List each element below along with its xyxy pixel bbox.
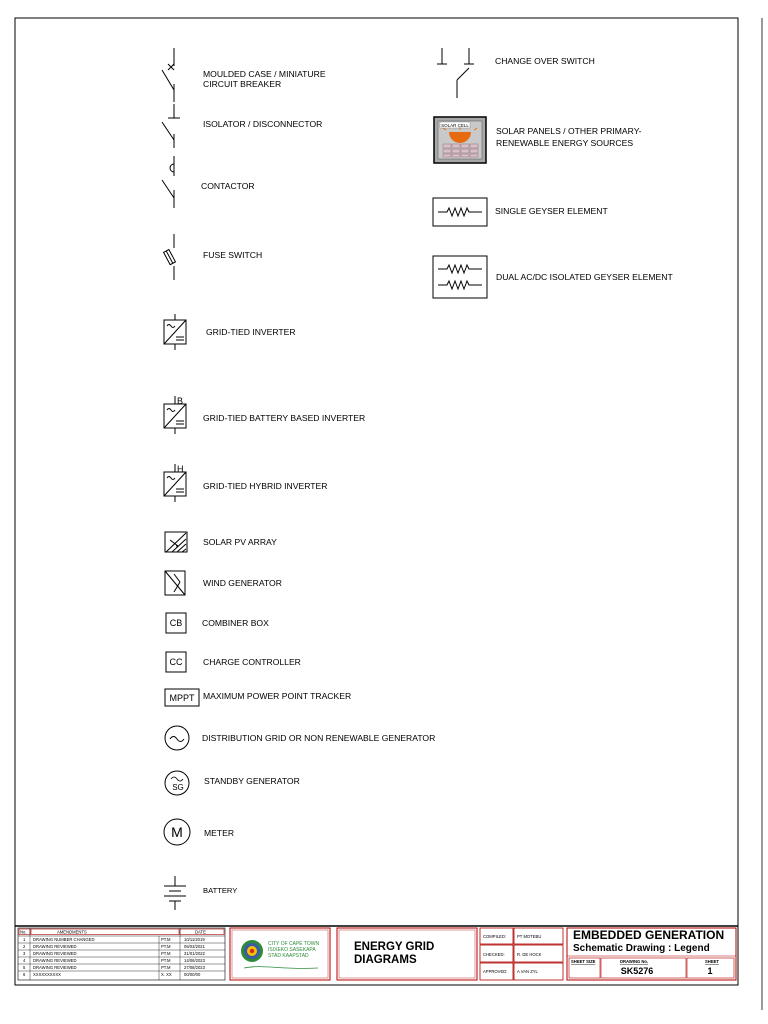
city-emblem-icon	[241, 940, 263, 962]
contactor-icon	[162, 156, 174, 208]
solar-cell-tag: SOLAR CELL	[441, 123, 469, 128]
legend-label-single-geyser: SINGLE GEYSER ELEMENT	[495, 206, 608, 216]
drawing-title-line-1: ENERGY GRID	[354, 941, 435, 953]
legend-label-battery-inverter: GRID-TIED BATTERY BASED INVERTER	[203, 413, 366, 423]
amendment-date: 00/00/00	[184, 972, 201, 977]
sheet-size-label: SHEET SIZE	[571, 959, 596, 964]
legend-label-combiner-box: COMBINER BOX	[202, 618, 269, 628]
amendments-no-header: No.	[20, 929, 27, 935]
amendment-date: 05/03/2021	[184, 944, 205, 949]
amendment-date: 27/08/2023	[184, 965, 205, 970]
legend-label-solar-panels-2: RENEWABLE ENERGY SOURCES	[496, 138, 634, 148]
isolator-icon	[162, 104, 180, 148]
mppt-tag: MPPT	[169, 693, 195, 703]
checked-name: R. DE HOCK	[517, 952, 542, 957]
drawing-title-line-2: DIAGRAMS	[354, 954, 417, 966]
circuit-breaker-icon	[162, 48, 174, 102]
legend-label-mppt: MAXIMUM POWER POINT TRACKER	[203, 691, 352, 701]
logo-line-1: CITY OF CAPE TOWN	[268, 941, 320, 947]
amendment-date: 10/11/2019	[184, 937, 205, 942]
dual-geyser-icon	[433, 256, 487, 298]
legend-label-standby-generator: STANDBY GENERATOR	[204, 776, 300, 786]
amendment-date: 31/01/2022	[184, 951, 205, 956]
logo-line-3: STAD KAAPSTAD	[268, 953, 309, 959]
legend-label-meter: METER	[204, 828, 235, 838]
approved-label: APPROVED:	[483, 969, 508, 974]
hybrid-inverter-tag: H	[177, 464, 184, 474]
battery-icon	[164, 876, 186, 910]
single-geyser-icon	[433, 198, 487, 226]
grid-tied-inverter-icon	[164, 314, 186, 350]
combiner-box-tag: CB	[169, 618, 183, 628]
legend-label-mccb-2: CIRCUIT BREAKER	[203, 79, 282, 89]
amendment-no: 6	[23, 972, 26, 977]
legend-label-change-over-switch: CHANGE OVER SWITCH	[495, 56, 595, 66]
amendment-by: PT.M	[161, 965, 171, 970]
mppt-icon	[165, 689, 199, 706]
fuse-switch-icon	[164, 234, 176, 280]
amendment-text: DRAWING REVIEWED	[33, 958, 77, 963]
legend-label-charge-controller: CHARGE CONTROLLER	[203, 657, 301, 667]
amendment-date: 14/06/2023	[184, 958, 205, 963]
checked-label: CHECKED:	[483, 952, 505, 957]
legend-label-solar-panels-1: SOLAR PANELS / OTHER PRIMARY-	[496, 126, 642, 136]
drawing-number: SK5276	[620, 966, 654, 976]
project-title: EMBEDDED GENERATION	[573, 928, 725, 942]
grid-generator-icon	[165, 726, 189, 750]
battery-inverter-tag: B	[177, 396, 184, 406]
amendment-text: DRAWING REVIEWED	[33, 944, 77, 949]
meter-icon	[164, 819, 190, 845]
amendment-by: PT.M	[161, 944, 171, 949]
amendment-no: 3	[23, 951, 26, 956]
project-subtitle: Schematic Drawing : Legend	[573, 943, 710, 954]
amendment-no: 5	[23, 965, 26, 970]
sheet-number: 1	[707, 966, 713, 976]
amendment-no: 2	[23, 944, 26, 949]
standby-generator-icon	[165, 771, 189, 795]
compiled-name: PT MOTEBU	[517, 934, 542, 939]
amendment-text: DRAWING REVIEWED	[33, 951, 77, 956]
amendment-text: XXXXXXXXXX	[33, 972, 61, 977]
amendment-by: PT.M	[161, 937, 171, 942]
amendment-no: 4	[23, 958, 26, 963]
charge-controller-tag: CC	[169, 657, 183, 667]
amendment-text: DRAWING NUMBER CHANGED	[33, 937, 95, 942]
amendments-table	[18, 928, 225, 980]
solar-panel-icon	[434, 117, 486, 163]
legend-label-mccb-1: MOULDED CASE / MINIATURE	[203, 69, 326, 79]
legend-label-wind-generator: WIND GENERATOR	[203, 578, 282, 588]
legend-label-dual-geyser: DUAL AC/DC ISOLATED GEYSER ELEMENT	[496, 272, 673, 282]
charge-controller-icon	[166, 652, 186, 672]
legend-label-contactor: CONTACTOR	[201, 181, 255, 191]
sheet-border	[15, 18, 738, 985]
signoff-block	[480, 928, 563, 980]
drawing-title-box	[337, 928, 477, 980]
legend-label-solar-pv: SOLAR PV ARRAY	[203, 537, 277, 547]
wind-generator-icon	[165, 571, 185, 595]
logo-line-2: ISIXEKO SASEKAPA	[268, 947, 316, 953]
legend-label-hybrid-inverter: GRID-TIED HYBRID INVERTER	[203, 481, 328, 491]
approved-name: A VAN ZYL	[517, 969, 538, 974]
combiner-box-icon	[166, 613, 186, 633]
project-title-box	[567, 928, 736, 980]
legend-label-grid-tied-inverter: GRID-TIED INVERTER	[206, 327, 296, 337]
amendment-by: X. XX	[161, 972, 172, 977]
change-over-switch-icon	[437, 48, 474, 98]
meter-tag: M	[171, 824, 183, 840]
amendment-text: DRAWING REVIEWED	[33, 965, 77, 970]
amendment-by: PT.M	[161, 951, 171, 956]
amendments-header: AMENDMENTS	[57, 929, 87, 935]
amendments-date-header: DATE	[195, 929, 206, 935]
standby-generator-tag: SG	[172, 783, 184, 792]
legend-label-isolator: ISOLATOR / DISCONNECTOR	[203, 119, 323, 129]
legend-label-battery: BATTERY	[203, 886, 238, 895]
amendment-no: 1	[23, 937, 26, 942]
solar-pv-icon	[165, 532, 187, 552]
drawing-no-label: DRAWING No.	[620, 959, 649, 964]
compiled-label: COMPILED:	[483, 934, 507, 939]
legend-label-grid: DISTRIBUTION GRID OR NON RENEWABLE GENERATOR	[202, 733, 436, 743]
title-block	[15, 926, 738, 980]
city-logo	[230, 928, 330, 980]
amendment-by: PT.M	[161, 958, 171, 963]
sheet-label: SHEET	[705, 959, 719, 964]
legend-label-fuse-switch: FUSE SWITCH	[203, 250, 263, 260]
